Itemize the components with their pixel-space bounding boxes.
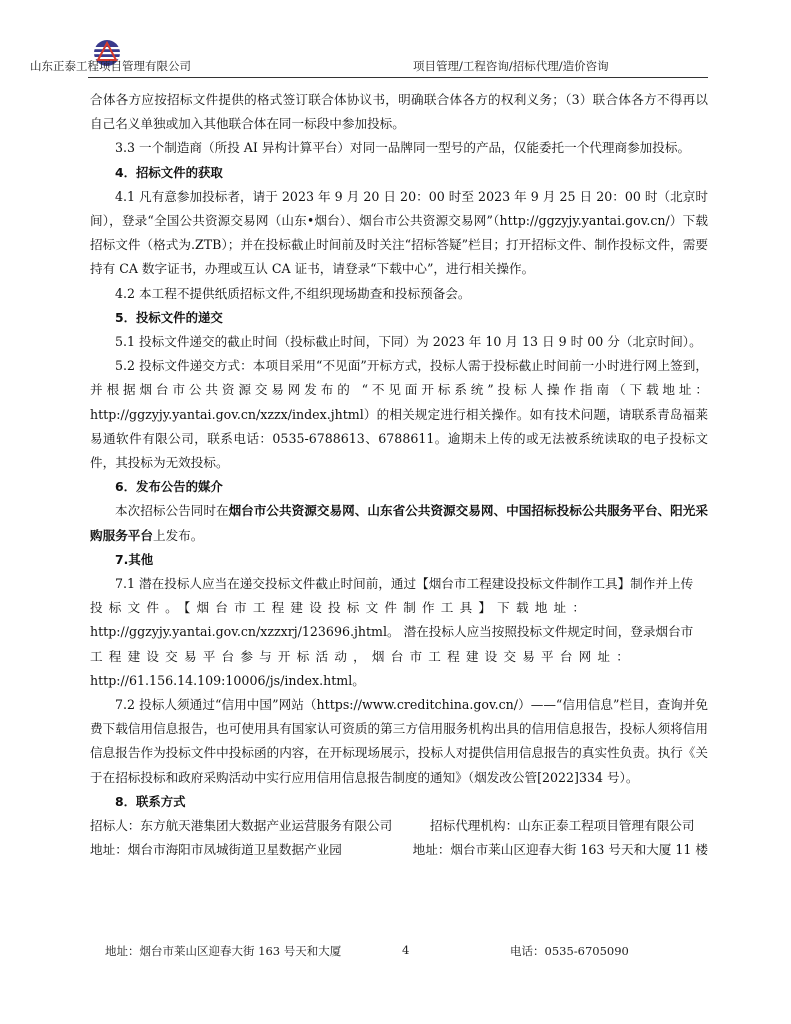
contact-row-addresses bbox=[90, 838, 708, 862]
section-heading-4: 4．招标文件的获取 bbox=[115, 164, 223, 180]
media-list: 烟台市公共资源交易网、山东省公共资源交易网、中国招标投标公共服务平台、阳光采购服务平台 bbox=[90, 503, 709, 543]
paragraph-4-2: 4.2 本工程不提供纸质招标文件,不组织现场勘查和投标预备会。 bbox=[115, 285, 471, 301]
paragraph-7-1-line5: http://61.156.14.109:10006/js/index.html。 bbox=[90, 672, 365, 688]
paragraph-7-1-line4: 工程建设交易平台参与开标活动，烟台市工程建设交易平台网址： bbox=[90, 648, 636, 664]
paragraph-7-1-line2: 投标文件。【烟台市工程建设投标文件制作工具】下载地址： bbox=[90, 600, 592, 616]
paragraph-5-2: 5.2 投标文件递交方式：本项目采用“不见面”开标方式，投标人需于投标截止时间前一小时进行网上签到，并根据烟台市公共资源交易网发布的 “不见面开标系统”投标人操作指南（下载地址：http://ggzyjy.yantai.gov.cn/xzzx/index.jhtml）的相关规定进行相关操作。如有技术问题，请联系青岛福莱易通软件有限公司，联系电话：0535-6788613、6788611。逾期未上传的或无法被系统读取的电子投标文件，其投标为无效投标。 bbox=[90, 358, 708, 471]
contact-agent: 招标代理机构：山东正泰工程项目管理有限公司 bbox=[430, 818, 695, 834]
section-heading-5: 5．投标文件的递交 bbox=[115, 309, 223, 325]
page-number: 4 bbox=[402, 943, 410, 957]
header-company-name: 山东正泰工程项目管理有限公司 bbox=[30, 59, 191, 73]
header-services: 项目管理/工程咨询/招标代理/造价咨询 bbox=[413, 59, 609, 73]
paragraph-3-3: 3.3 一个制造商（所投 AI 异构计算平台）对同一品牌同一型号的产品，仅能委托一个代理商参加投标。 bbox=[115, 140, 691, 156]
media-outro: 上发布。 bbox=[152, 527, 204, 543]
paragraph-6 bbox=[90, 499, 708, 547]
header-divider bbox=[88, 77, 708, 78]
section-heading-8: 8．联系方式 bbox=[115, 793, 186, 809]
section-heading-6: 6．发布公告的媒介 bbox=[115, 479, 223, 495]
paragraph-7-2: 7.2 投标人须通过“信用中国”网站（https://www.creditchina.gov.cn/）——“信用信息”栏目，查询并免费下载信用信息报告，也可使用具有国家认可资质的第三方信用服务机构出具的信用信息报告，投标人须将信用信息报告作为投标文件中投标函的内容，在开标现场展示，投标人对提供信用信息报告的真实性负责。执行《关于在招标投标和政府采购活动中实行应用信用信息报告制度的通知》（烟发改公管[2022]334 号）。 bbox=[90, 697, 708, 785]
paragraph-4-1: 4.1 凡有意参加投标者，请于 2023 年 9 月 20 日 20：00 时至 2023 年 9 月 25 日 20：00 时（北京时间），登录“全国公共资源交易网（山东•烟台）、烟台市公共资源交易网”（http://ggzyjy.yantai.gov.cn/）下载招标文件（格式为.ZTB）；并在投标截止时间前及时关注“招标答疑”栏目；打开招标文件、制作投标文件，需要持有 CA 数字证书，办理或互认 CA 证书，请登录“下载中心”，进行相关操作。 bbox=[90, 188, 708, 277]
paragraph-7-1-line3: http://ggzyjy.yantai.gov.cn/xzzxrj/123696.jhtml。 潜在投标人应当按照投标文件规定时间，登录烟台市 bbox=[90, 624, 694, 640]
footer-phone: 电话：0535-6705090 bbox=[510, 944, 629, 958]
document-body bbox=[90, 88, 708, 863]
paragraph-7-1-line1: 7.1 潜在投标人应当在递交投标文件截止时间前，通过【烟台市工程建设投标文件制作工具】制作并上传 bbox=[115, 576, 694, 592]
media-intro: 本次招标公告同时在 bbox=[115, 503, 229, 519]
footer-address: 地址：烟台市莱山区迎春大街 163 号天和大厦 bbox=[105, 944, 342, 958]
contact-agent-address: 地址：烟台市莱山区迎春大街 163 号天和大厦 11 楼 bbox=[412, 842, 708, 858]
contact-row-parties bbox=[90, 814, 708, 838]
section-heading-7: 7.其他 bbox=[115, 551, 154, 567]
contact-tenderer-address: 地址：烟台市海阳市凤城街道卫星数据产业园 bbox=[90, 842, 342, 858]
paragraph-consortium: 合体各方应按招标文件提供的格式签订联合体协议书，明确联合体各方的权利义务；（3）联合体各方不得再以自己名义单独或加入其他联合体在同一标段中参加投标。 bbox=[90, 92, 708, 132]
contact-tenderer: 招标人：东方航天港集团大数据产业运营服务有限公司 bbox=[90, 818, 393, 834]
paragraph-5-1: 5.1 投标文件递交的截止时间（投标截止时间，下同）为 2023 年 10 月 13 日 9 时 00 分（北京时间）。 bbox=[115, 334, 702, 350]
